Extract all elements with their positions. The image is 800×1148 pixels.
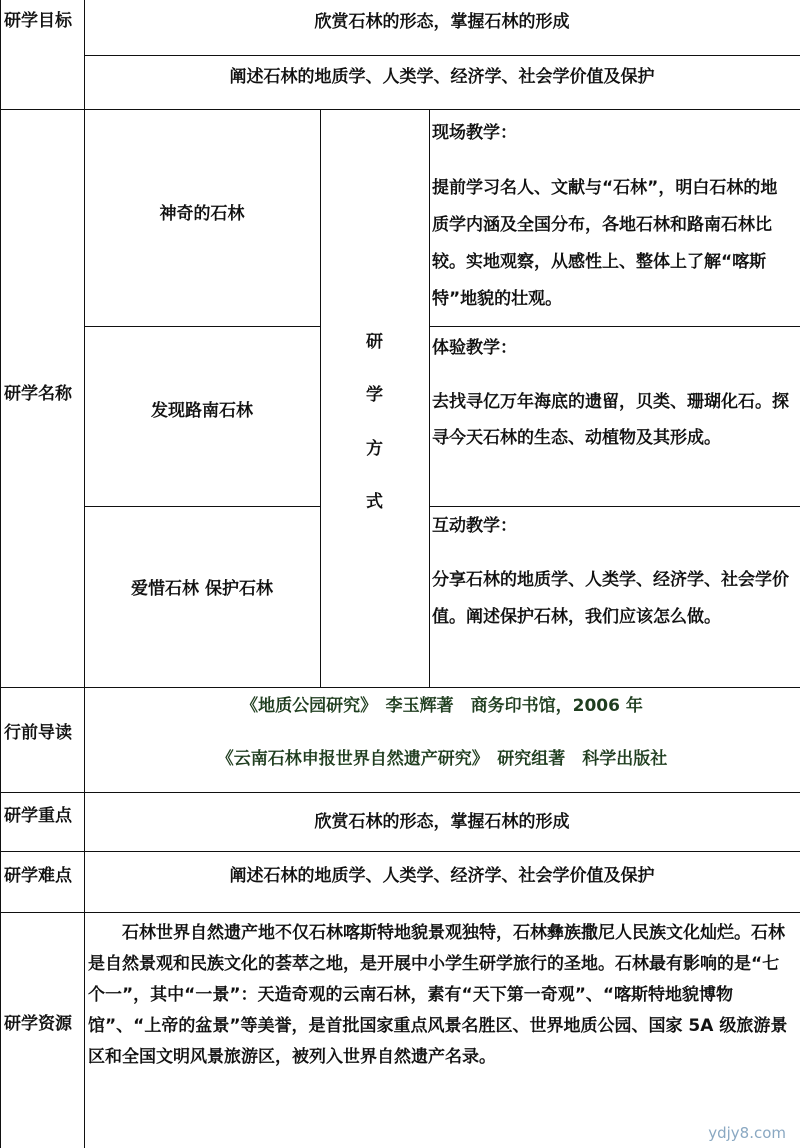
- focus-text: 欣赏石林的形态，掌握石林的形成: [314, 812, 570, 832]
- methods-inner-divider-2: [429, 506, 800, 507]
- method-vertical-char-1: 研: [366, 332, 383, 352]
- row-divider-focus: [0, 851, 800, 852]
- difficulty-label: 研学难点: [4, 866, 72, 886]
- focus-label: 研学重点: [4, 806, 72, 826]
- goal-line-1: 欣赏石林的形态，掌握石林的形成: [314, 12, 570, 32]
- method-3-text: 分享石林的地质学、人类学、经济学、社会学价值。阐述保护石林，我们应该怎么做。: [432, 570, 789, 627]
- goal-inner-divider: [84, 55, 800, 56]
- reading-book-1: 《地质公园研究》 李玉辉著 商务印书馆，2006 年: [241, 696, 643, 716]
- name-item-2: 发现路南石林: [151, 401, 253, 421]
- method-vertical-char-3: 方: [366, 439, 383, 459]
- reading-book-2: 《云南石林申报世界自然遗产研究》 研究组著 科学出版社: [216, 749, 668, 769]
- method-1-text: 提前学习名人、文献与“石林”，明白石林的地质学内涵及全国分布，各地石林和路南石林比较。实地观察，从感性上、整体上了解“喀斯特”地貌的壮观。: [432, 178, 778, 309]
- method-vertical-char-4: 式: [366, 492, 383, 512]
- method-column-left-divider: [320, 109, 321, 687]
- name-item-3: 爱惜石林 保护石林: [131, 579, 273, 599]
- names-inner-divider-2: [84, 506, 320, 507]
- method-3-title: 互动教学：: [432, 516, 517, 536]
- row-divider-difficulty: [0, 912, 800, 913]
- goal-label: 研学目标: [4, 11, 72, 31]
- method-1-title: 现场教学：: [432, 123, 517, 143]
- method-column-right-divider: [429, 109, 430, 687]
- label-column-divider: [84, 0, 85, 1148]
- methods-inner-divider-1: [429, 326, 800, 327]
- resources-label: 研学资源: [4, 1014, 72, 1034]
- row-divider-goal: [0, 109, 800, 110]
- table-border-left: [0, 0, 1, 1148]
- method-2-title: 体验教学：: [432, 338, 517, 358]
- row-divider-reading: [0, 792, 800, 793]
- row-divider-names: [0, 687, 800, 688]
- difficulty-text: 阐述石林的地质学、人类学、经济学、社会学价值及保护: [229, 866, 655, 886]
- reading-label: 行前导读: [4, 723, 72, 743]
- names-label: 研学名称: [4, 384, 72, 404]
- goal-line-2: 阐述石林的地质学、人类学、经济学、社会学价值及保护: [229, 67, 655, 87]
- method-2-text: 去找寻亿万年海底的遗留，贝类、珊瑚化石。探寻今天石林的生态、动植物及其形成。: [432, 392, 789, 448]
- watermark: ydjy8.com: [708, 1124, 786, 1142]
- names-inner-divider-1: [84, 326, 320, 327]
- method-vertical-char-2: 学: [366, 385, 383, 405]
- resources-text: 石林世界自然遗产地不仅石林喀斯特地貌景观独特，石林彝族撒尼人民族文化灿烂。石林是自然景观和民族文化的荟萃之地，是开展中小学生研学旅行的圣地。石林最有影响的是“七个一”，其中“一景”：天造奇观的云南石林，素有“天下第一奇观”、“喀斯特地貌博物馆”、“上帝的盆景”等美誉，是首批国家重点风景名胜区、世界地质公园、国家 5A 级旅游景区和全国文明风景旅游区，被列入世界自然遗产名录。: [88, 923, 788, 1067]
- name-item-1: 神奇的石林: [159, 204, 245, 224]
